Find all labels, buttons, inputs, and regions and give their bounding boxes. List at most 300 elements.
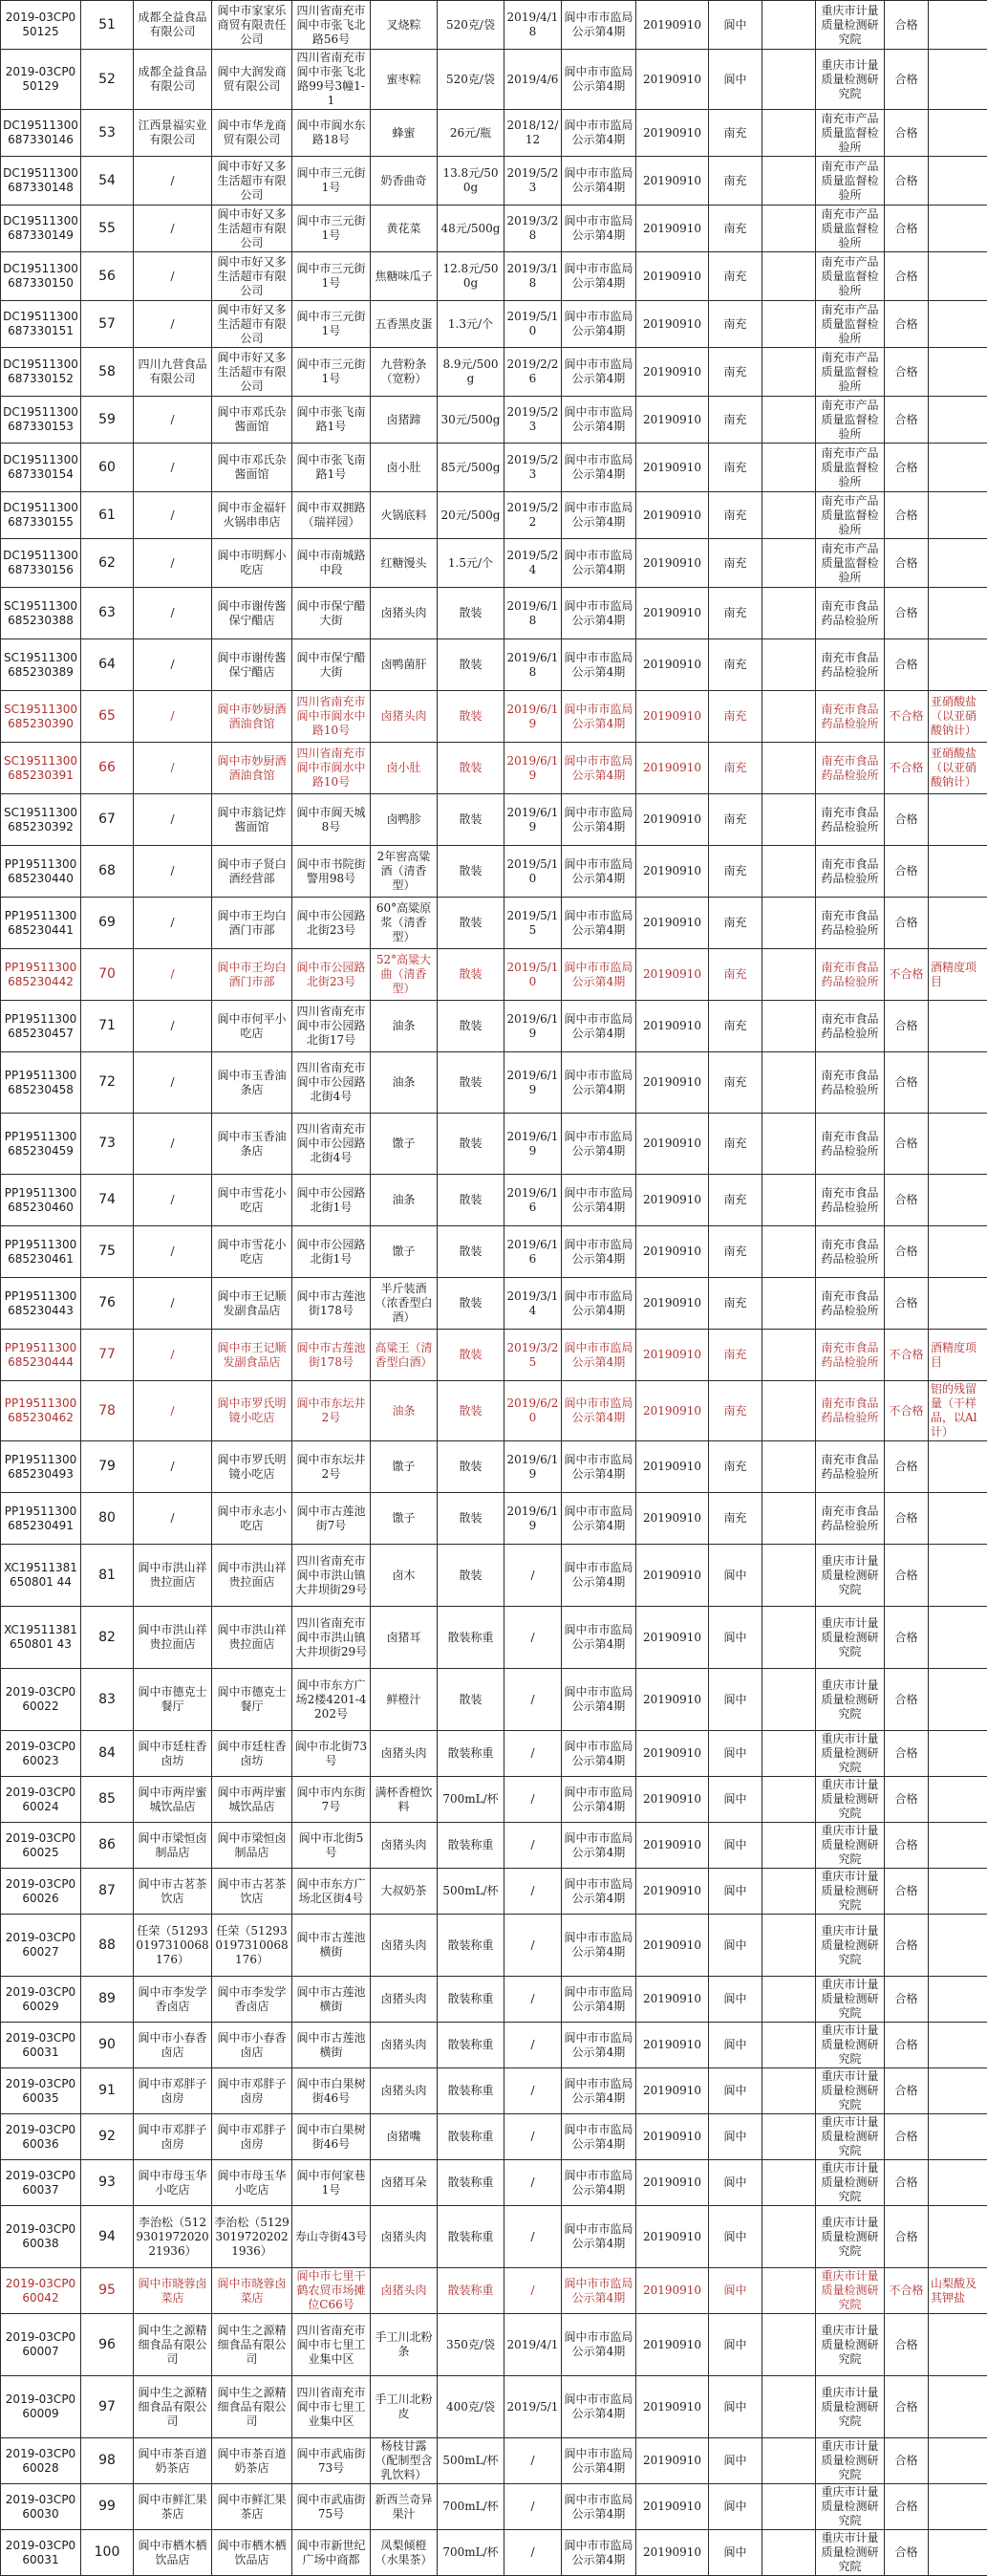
production-date-cell: 2019/6/19	[504, 1441, 562, 1493]
production-date-cell: 2019/6/16	[504, 1175, 562, 1226]
sampled-unit-cell: 阆中市邓氏杂酱面馆	[212, 444, 292, 492]
result-cell: 合格	[885, 2160, 929, 2206]
production-date-cell: 2019/5/10	[504, 846, 562, 898]
sampled-address-cell: 四川省南充市阆中市阆水中路10号	[292, 743, 371, 794]
sampled-address-cell: 阆中市三元街1号	[292, 301, 371, 348]
table-row	[1, 2268, 987, 2314]
region-cell: 南充	[709, 252, 762, 301]
sampled-unit-cell: 阆中市古茗茶饮店	[212, 1869, 292, 1915]
failed-item-cell	[929, 2314, 987, 2376]
production-date-cell: 2019/3/14	[504, 1278, 562, 1330]
production-date-cell: 2019/3/28	[504, 206, 562, 252]
row-number-cell: 64	[81, 639, 134, 691]
notice-number-cell: 20190910	[636, 1114, 709, 1175]
blank-cell	[762, 110, 816, 157]
production-date-cell: /	[504, 2068, 562, 2114]
testing-agency-cell: 重庆市计量质量检测研究院	[816, 2160, 885, 2206]
manufacturer-cell: /	[134, 588, 212, 639]
spec-cell: 散装	[438, 949, 504, 1001]
manufacturer-cell: 阆中生之源精细食品有限公司	[134, 2376, 212, 2438]
spec-cell: 散装	[438, 1330, 504, 1381]
row-number-cell: 51	[81, 1, 134, 50]
production-date-cell: 2019/5/22	[504, 492, 562, 539]
notice-number-cell: 20190910	[636, 539, 709, 588]
spec-cell: 500mL/杯	[438, 1869, 504, 1915]
region-cell: 南充	[709, 1226, 762, 1278]
row-number-cell: 73	[81, 1114, 134, 1175]
task-source-cell: 阆中市市监局公示第4期	[562, 252, 636, 301]
spec-cell: 散装	[438, 1493, 504, 1545]
sampled-address-cell: 阆中市白果树街46号	[292, 2114, 371, 2160]
task-source-cell: 阆中市市监局公示第4期	[562, 1545, 636, 1607]
result-cell: 合格	[885, 1777, 929, 1823]
sampled-address-cell: 阆中市保宁醋大街	[292, 588, 371, 639]
table-row	[1, 444, 987, 492]
sampled-address-cell: 阆中市南城路中段	[292, 539, 371, 588]
manufacturer-cell: 阆中市邓胖子卤房	[134, 2114, 212, 2160]
sample-code-cell: SC19511300685230388	[1, 588, 81, 639]
manufacturer-cell: /	[134, 846, 212, 898]
spec-cell: 散装	[438, 1278, 504, 1330]
production-date-cell: 2019/6/19	[504, 1052, 562, 1114]
production-date-cell: /	[504, 1823, 562, 1869]
notice-number-cell: 20190910	[636, 110, 709, 157]
testing-agency-cell: 重庆市计量质量检测研究院	[816, 2206, 885, 2268]
blank-cell	[762, 1977, 816, 2023]
sampled-address-cell: 阆中市古莲池街178号	[292, 1278, 371, 1330]
region-cell: 阆中	[709, 1915, 762, 1977]
production-date-cell: /	[504, 1607, 562, 1669]
spec-cell: 散装	[438, 1669, 504, 1731]
task-source-cell: 阆中市市监局公示第4期	[562, 50, 636, 110]
region-cell: 阆中	[709, 1731, 762, 1777]
result-cell: 合格	[885, 50, 929, 110]
manufacturer-cell: 阆中市廷柱香卤坊	[134, 1731, 212, 1777]
product-name-cell: 新西兰奇异果汁	[371, 2484, 438, 2530]
testing-agency-cell: 南充市产品质量监督检验所	[816, 301, 885, 348]
product-name-cell: 黄花菜	[371, 206, 438, 252]
failed-item-cell	[929, 1, 987, 50]
failed-item-cell	[929, 444, 987, 492]
sampled-address-cell: 阆中市古莲池横街	[292, 1915, 371, 1977]
sample-code-cell: PP19511300685230459	[1, 1114, 81, 1175]
manufacturer-cell: 阆中市李发学香卤店	[134, 1977, 212, 2023]
sampled-address-cell: 阆中市新世纪广场中商都	[292, 2530, 371, 2576]
result-cell: 不合格	[885, 949, 929, 1001]
manufacturer-cell: /	[134, 1052, 212, 1114]
sampled-address-cell: 阆中市东坛井2号	[292, 1441, 371, 1493]
production-date-cell: /	[504, 1977, 562, 2023]
spec-cell: 散装	[438, 639, 504, 691]
notice-number-cell: 20190910	[636, 444, 709, 492]
table-row	[1, 2160, 987, 2206]
production-date-cell: 2019/6/19	[504, 743, 562, 794]
row-number-cell: 52	[81, 50, 134, 110]
result-cell: 合格	[885, 157, 929, 206]
blank-cell	[762, 1731, 816, 1777]
failed-item-cell	[929, 397, 987, 444]
notice-number-cell: 20190910	[636, 1915, 709, 1977]
spec-cell: 散装	[438, 1052, 504, 1114]
manufacturer-cell: 阆中生之源精细食品有限公司	[134, 2314, 212, 2376]
notice-number-cell: 20190910	[636, 157, 709, 206]
row-number-cell: 89	[81, 1977, 134, 2023]
testing-agency-cell: 南充市食品药品检验所	[816, 1001, 885, 1052]
sampled-unit-cell: 阆中市妙厨酒酒油食馆	[212, 691, 292, 743]
region-cell: 阆中	[709, 2206, 762, 2268]
blank-cell	[762, 206, 816, 252]
manufacturer-cell: 李治松（512930197202021936）	[134, 2206, 212, 2268]
failed-item-cell	[929, 1669, 987, 1731]
notice-number-cell: 20190910	[636, 2268, 709, 2314]
notice-number-cell: 20190910	[636, 2438, 709, 2484]
sample-code-cell: DC19511300687330152	[1, 348, 81, 397]
testing-agency-cell: 南充市食品药品检验所	[816, 588, 885, 639]
notice-number-cell: 20190910	[636, 1977, 709, 2023]
row-number-cell: 97	[81, 2376, 134, 2438]
failed-item-cell	[929, 50, 987, 110]
notice-number-cell: 20190910	[636, 846, 709, 898]
blank-cell	[762, 2206, 816, 2268]
table-row	[1, 2530, 987, 2576]
manufacturer-cell: 阆中市古茗茶饮店	[134, 1869, 212, 1915]
spec-cell: 散装	[438, 794, 504, 846]
blank-cell	[762, 846, 816, 898]
sampled-address-cell: 阆中市三元街1号	[292, 252, 371, 301]
failed-item-cell	[929, 1278, 987, 1330]
result-cell: 合格	[885, 1915, 929, 1977]
blank-cell	[762, 301, 816, 348]
result-cell: 合格	[885, 898, 929, 949]
sampled-address-cell: 阆中市三元街1号	[292, 206, 371, 252]
product-name-cell: 卤鸭胗	[371, 794, 438, 846]
region-cell: 阆中	[709, 2438, 762, 2484]
production-date-cell: /	[504, 1545, 562, 1607]
sample-code-cell: 2019-03CP060022	[1, 1669, 81, 1731]
product-name-cell: 蜜枣粽	[371, 50, 438, 110]
failed-item-cell	[929, 639, 987, 691]
sampled-address-cell: 阆中市古莲池街178号	[292, 1330, 371, 1381]
row-number-cell: 92	[81, 2114, 134, 2160]
row-number-cell: 59	[81, 397, 134, 444]
failed-item-cell	[929, 1052, 987, 1114]
product-name-cell: 火锅底料	[371, 492, 438, 539]
region-cell: 南充	[709, 1381, 762, 1441]
product-name-cell: 五香黑皮蛋	[371, 301, 438, 348]
sampled-address-cell: 四川省南充市阆中市洪山镇大井坝街29号	[292, 1545, 371, 1607]
table-row	[1, 743, 987, 794]
manufacturer-cell: /	[134, 949, 212, 1001]
failed-item-cell	[929, 1493, 987, 1545]
result-cell: 合格	[885, 1175, 929, 1226]
task-source-cell: 阆中市市监局公示第4期	[562, 1114, 636, 1175]
sample-code-cell: SC19511300685230391	[1, 743, 81, 794]
region-cell: 南充	[709, 1493, 762, 1545]
sample-code-cell: 2019-03CP060027	[1, 1915, 81, 1977]
blank-cell	[762, 444, 816, 492]
product-name-cell: 高粱王（清香型白酒）	[371, 1330, 438, 1381]
region-cell: 阆中	[709, 2114, 762, 2160]
production-date-cell: 2019/2/26	[504, 348, 562, 397]
blank-cell	[762, 1052, 816, 1114]
sampled-address-cell: 阆中市东方广场北区街4号	[292, 1869, 371, 1915]
result-cell: 合格	[885, 2068, 929, 2114]
notice-number-cell: 20190910	[636, 50, 709, 110]
result-cell: 合格	[885, 1114, 929, 1175]
result-cell: 合格	[885, 1669, 929, 1731]
sampled-address-cell: 四川省南充市阆中市洪山镇大井坝街29号	[292, 1607, 371, 1669]
row-number-cell: 71	[81, 1001, 134, 1052]
region-cell: 南充	[709, 301, 762, 348]
notice-number-cell: 20190910	[636, 2314, 709, 2376]
manufacturer-cell: 成都全益食品有限公司	[134, 50, 212, 110]
failed-item-cell: 亚硝酸盐（以亚硝酸钠计）	[929, 743, 987, 794]
task-source-cell: 阆中市市监局公示第4期	[562, 206, 636, 252]
region-cell: 南充	[709, 539, 762, 588]
sample-code-cell: 2019-03CP060031	[1, 2530, 81, 2576]
manufacturer-cell: /	[134, 301, 212, 348]
row-number-cell: 69	[81, 898, 134, 949]
sample-code-cell: 2019-03CP060042	[1, 2268, 81, 2314]
product-name-cell: 叉烧粽	[371, 1, 438, 50]
failed-item-cell	[929, 252, 987, 301]
testing-agency-cell: 南充市产品质量监督检验所	[816, 157, 885, 206]
sampled-unit-cell: 任荣（512930197310068176）	[212, 1915, 292, 1977]
table-row	[1, 794, 987, 846]
blank-cell	[762, 2023, 816, 2068]
production-date-cell: 2019/3/18	[504, 252, 562, 301]
failed-item-cell	[929, 2438, 987, 2484]
failed-item-cell	[929, 2023, 987, 2068]
notice-number-cell: 20190910	[636, 1731, 709, 1777]
task-source-cell: 阆中市市监局公示第4期	[562, 157, 636, 206]
row-number-cell: 57	[81, 301, 134, 348]
table-row	[1, 1977, 987, 2023]
product-name-cell: 馓子	[371, 1441, 438, 1493]
task-source-cell: 阆中市市监局公示第4期	[562, 492, 636, 539]
table-row	[1, 1869, 987, 1915]
sample-code-cell: PP19511300685230458	[1, 1052, 81, 1114]
product-name-cell: 卤猪头肉	[371, 2068, 438, 2114]
failed-item-cell	[929, 1915, 987, 1977]
product-name-cell: 蜂蜜	[371, 110, 438, 157]
sampled-unit-cell: 阆中市小春香卤店	[212, 2023, 292, 2068]
table-row	[1, 2206, 987, 2268]
production-date-cell: 2019/6/19	[504, 1114, 562, 1175]
sampled-address-cell: 阆中市公园路北街1号	[292, 1226, 371, 1278]
sampled-unit-cell: 阆中市好又多生活超市有限公司	[212, 157, 292, 206]
blank-cell	[762, 949, 816, 1001]
blank-cell	[762, 1330, 816, 1381]
sampled-address-cell: 阆中市北街5号	[292, 1823, 371, 1869]
production-date-cell: 2019/5/10	[504, 949, 562, 1001]
table-row	[1, 1114, 987, 1175]
sampled-address-cell: 阆中市北街73号	[292, 1731, 371, 1777]
region-cell: 南充	[709, 794, 762, 846]
sampled-address-cell: 阆中市张飞南路1号	[292, 397, 371, 444]
product-name-cell: 手工川北粉条	[371, 2314, 438, 2376]
production-date-cell: 2019/5/24	[504, 539, 562, 588]
spec-cell: 散装	[438, 898, 504, 949]
product-name-cell: 油条	[371, 1052, 438, 1114]
table-row	[1, 2068, 987, 2114]
manufacturer-cell: 阆中市晓蓉卤菜店	[134, 2268, 212, 2314]
blank-cell	[762, 691, 816, 743]
notice-number-cell: 20190910	[636, 1607, 709, 1669]
spec-cell: 散装	[438, 1226, 504, 1278]
region-cell: 南充	[709, 1175, 762, 1226]
sampled-address-cell: 四川省南充市阆中市张飞北路56号	[292, 1, 371, 50]
region-cell: 南充	[709, 1441, 762, 1493]
production-date-cell: /	[504, 1777, 562, 1823]
table-row	[1, 1278, 987, 1330]
product-name-cell: 卤猪头肉	[371, 1915, 438, 1977]
testing-agency-cell: 重庆市计量质量检测研究院	[816, 2438, 885, 2484]
spec-cell: 30元/500g	[438, 397, 504, 444]
production-date-cell: 2019/5/23	[504, 397, 562, 444]
sample-code-cell: SC19511300685230389	[1, 639, 81, 691]
table-row	[1, 539, 987, 588]
table-row	[1, 691, 987, 743]
spec-cell: 散装称重	[438, 2268, 504, 2314]
manufacturer-cell: /	[134, 1493, 212, 1545]
table-row	[1, 348, 987, 397]
row-number-cell: 78	[81, 1381, 134, 1441]
failed-item-cell	[929, 2206, 987, 2268]
sample-code-cell: 2019-03CP060009	[1, 2376, 81, 2438]
testing-agency-cell: 重庆市计量质量检测研究院	[816, 2114, 885, 2160]
notice-number-cell: 20190910	[636, 2160, 709, 2206]
failed-item-cell: 酒精度项目	[929, 1330, 987, 1381]
result-cell: 合格	[885, 588, 929, 639]
failed-item-cell	[929, 348, 987, 397]
sampled-unit-cell: 阆中市谢传酱保宁醋店	[212, 639, 292, 691]
manufacturer-cell: /	[134, 743, 212, 794]
notice-number-cell: 20190910	[636, 1, 709, 50]
blank-cell	[762, 1607, 816, 1669]
sample-code-cell: PP19511300685230442	[1, 949, 81, 1001]
task-source-cell: 阆中市市监局公示第4期	[562, 1441, 636, 1493]
production-date-cell: 2019/6/16	[504, 1226, 562, 1278]
task-source-cell: 阆中市市监局公示第4期	[562, 2206, 636, 2268]
failed-item-cell	[929, 846, 987, 898]
region-cell: 南充	[709, 898, 762, 949]
sampled-address-cell: 阆中市保宁醋大街	[292, 639, 371, 691]
task-source-cell: 阆中市市监局公示第4期	[562, 743, 636, 794]
production-date-cell: 2019/6/19	[504, 1001, 562, 1052]
table-row	[1, 1226, 987, 1278]
region-cell: 南充	[709, 1114, 762, 1175]
region-cell: 南充	[709, 691, 762, 743]
notice-number-cell: 20190910	[636, 492, 709, 539]
sampled-unit-cell: 阆中市玉香油条店	[212, 1114, 292, 1175]
spec-cell: 350克/袋	[438, 2314, 504, 2376]
row-number-cell: 94	[81, 2206, 134, 2268]
failed-item-cell	[929, 2068, 987, 2114]
result-cell: 合格	[885, 1607, 929, 1669]
product-name-cell: 卤猪头肉	[371, 2023, 438, 2068]
blank-cell	[762, 157, 816, 206]
failed-item-cell	[929, 2114, 987, 2160]
blank-cell	[762, 898, 816, 949]
result-cell: 合格	[885, 2314, 929, 2376]
sample-code-cell: 2019-03CP060026	[1, 1869, 81, 1915]
failed-item-cell: 亚硝酸盐（以亚硝酸钠计）	[929, 691, 987, 743]
manufacturer-cell: /	[134, 444, 212, 492]
sampled-unit-cell: 阆中大润发商贸有限公司	[212, 50, 292, 110]
blank-cell	[762, 2068, 816, 2114]
sampled-address-cell: 阆中市武庙街75号	[292, 2484, 371, 2530]
task-source-cell: 阆中市市监局公示第4期	[562, 110, 636, 157]
failed-item-cell	[929, 1175, 987, 1226]
testing-agency-cell: 重庆市计量质量检测研究院	[816, 2068, 885, 2114]
task-source-cell: 阆中市市监局公示第4期	[562, 949, 636, 1001]
failed-item-cell	[929, 1545, 987, 1607]
table-row	[1, 1777, 987, 1823]
blank-cell	[762, 2160, 816, 2206]
task-source-cell: 阆中市市监局公示第4期	[562, 1001, 636, 1052]
sampled-address-cell: 阆中市七里干鹤农贸市场摊位C66号	[292, 2268, 371, 2314]
result-cell: 合格	[885, 1731, 929, 1777]
failed-item-cell	[929, 110, 987, 157]
sample-code-cell: 2019-03CP060007	[1, 2314, 81, 2376]
spec-cell: 26元/瓶	[438, 110, 504, 157]
region-cell: 阆中	[709, 1869, 762, 1915]
task-source-cell: 阆中市市监局公示第4期	[562, 444, 636, 492]
table-row	[1, 1607, 987, 1669]
result-cell: 合格	[885, 2114, 929, 2160]
manufacturer-cell: 阆中市洪山祥贵拉面店	[134, 1545, 212, 1607]
region-cell: 南充	[709, 1001, 762, 1052]
manufacturer-cell: 阆中市栖木栖饮品店	[134, 2530, 212, 2576]
sampled-unit-cell: 阆中市王记顺发副食品店	[212, 1278, 292, 1330]
notice-number-cell: 20190910	[636, 348, 709, 397]
sample-code-cell: PP19511300685230493	[1, 1441, 81, 1493]
production-date-cell: 2019/5/10	[504, 301, 562, 348]
table-row	[1, 1330, 987, 1381]
notice-number-cell: 20190910	[636, 949, 709, 1001]
spec-cell: 散装称重	[438, 2023, 504, 2068]
manufacturer-cell: 阆中市母玉华小吃店	[134, 2160, 212, 2206]
sampled-unit-cell: 阆中市晓蓉卤菜店	[212, 2268, 292, 2314]
product-name-cell: 焦糖味瓜子	[371, 252, 438, 301]
testing-agency-cell: 南充市食品药品检验所	[816, 1278, 885, 1330]
sampled-address-cell: 阆中市古莲池横街	[292, 1977, 371, 2023]
row-number-cell: 96	[81, 2314, 134, 2376]
production-date-cell: 2019/4/6	[504, 50, 562, 110]
failed-item-cell	[929, 794, 987, 846]
table-row	[1, 2438, 987, 2484]
region-cell: 南充	[709, 743, 762, 794]
production-date-cell: /	[504, 1731, 562, 1777]
product-name-cell: 奶香曲奇	[371, 157, 438, 206]
table-row	[1, 1175, 987, 1226]
notice-number-cell: 20190910	[636, 1441, 709, 1493]
manufacturer-cell: 江西景福实业有限公司	[134, 110, 212, 157]
notice-number-cell: 20190910	[636, 1545, 709, 1607]
testing-agency-cell: 南充市食品药品检验所	[816, 1052, 885, 1114]
sampled-address-cell: 四川省南充市阆中市阆水中路10号	[292, 691, 371, 743]
result-cell: 合格	[885, 1441, 929, 1493]
manufacturer-cell: 阆中市洪山祥贵拉面店	[134, 1607, 212, 1669]
sampled-address-cell: 阆中市何家巷1号	[292, 2160, 371, 2206]
result-cell: 合格	[885, 1278, 929, 1330]
sample-code-cell: 2019-03CP060023	[1, 1731, 81, 1777]
spec-cell: 1.5元/个	[438, 539, 504, 588]
manufacturer-cell: /	[134, 539, 212, 588]
sample-code-cell: 2019-03CP060025	[1, 1823, 81, 1869]
testing-agency-cell: 重庆市计量质量检测研究院	[816, 1869, 885, 1915]
